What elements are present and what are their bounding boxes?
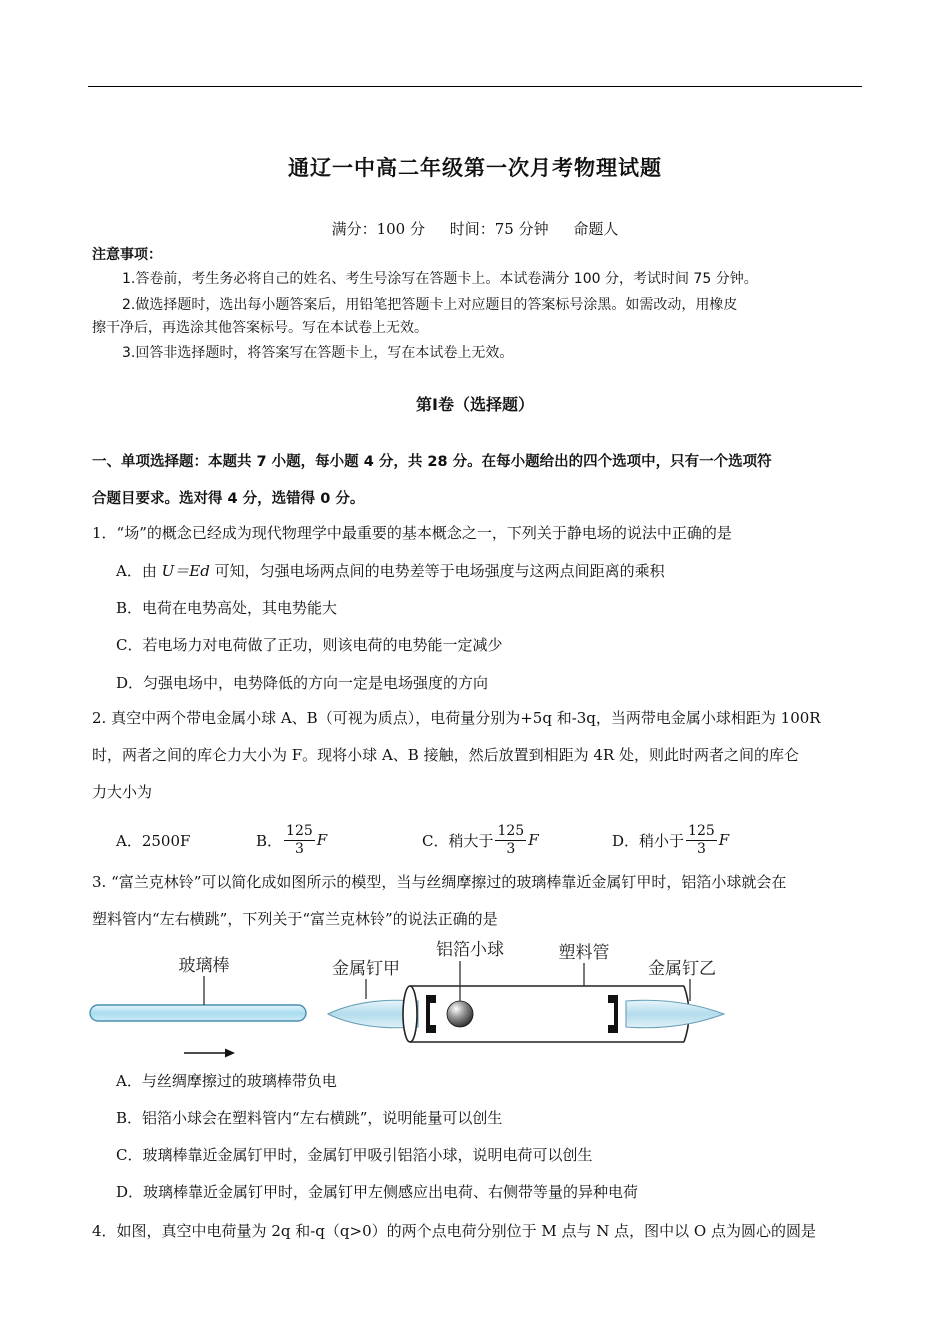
q2-option-c	[422, 820, 539, 860]
bell-cap-right	[608, 995, 618, 1033]
note-item-2-line1: 2.做选择题时，选出每小题答案后，用铅笔把答题卡上对应题目的答案标号涂黑。如需改动，用橡皮	[122, 297, 738, 313]
part-one-line1: 一、单项选择题：本题共 7 小题，每小题 4 分，共 28 分。在每小题给出的四个选项中，只有一个选项符	[92, 454, 772, 470]
exam-meta	[0, 218, 950, 239]
glass-rod-label: 玻璃棒	[178, 956, 230, 976]
q2-b-var: F	[316, 831, 328, 849]
exam-author: 命题人	[573, 220, 619, 238]
exam-time: 时间：75 分钟	[449, 220, 549, 238]
franklin-bell-figure	[88, 935, 728, 1065]
q2-c-denominator: 3	[506, 840, 516, 857]
q1-a-rest: 可知，匀强电场两点间的电势差等于电场强度与这两点间距离的乘积	[209, 562, 665, 580]
foil-ball	[447, 961, 473, 1027]
section-title: 第Ⅰ卷（选择题）	[416, 395, 534, 414]
header-rule	[88, 86, 862, 87]
q2-line1: 2. 真空中两个带电金属小球 A、B（可视为质点），电荷量分别为+5q 和-3q，当两带电金属小球相距为 100R	[92, 709, 821, 727]
q3-option-a: A．与丝绸摩擦过的玻璃棒带负电	[116, 1072, 337, 1090]
q1-option-b: B．电荷在电势高处，其电势能大	[116, 599, 338, 617]
note-item-2-line2: 擦干净后，再选涂其他答案标号。写在本试卷上无效。	[92, 320, 428, 336]
bell-cap-left	[426, 995, 436, 1033]
q3-option-b: B．铝箔小球会在塑料管内“左右横跳”，说明能量可以创生	[116, 1109, 503, 1127]
q2-options	[116, 820, 856, 860]
part-one-line2: 合题目要求。选对得 4 分，选错得 0 分。	[92, 491, 365, 507]
q2-option-a: A．2500F	[116, 831, 191, 850]
q2-line2: 时，两者之间的库仑力大小为 F。现将小球 A、B 接触，然后放置到相距为 4R 处，则此时两者之间的库仑	[92, 746, 799, 764]
nail-yi-label: 金属钉乙	[648, 959, 716, 979]
q2-d-prefix: D．稍小于	[612, 831, 685, 850]
q1-a-prefix: A．由	[116, 562, 162, 580]
q3-line1: 3. “富兰克林铃”可以简化成如图所示的模型，当与丝绸摩擦过的玻璃棒靠近金属钉甲时，铝箔小球就会在	[92, 873, 787, 891]
q2-b-denominator: 3	[294, 840, 304, 857]
arrow-right-icon	[184, 1049, 235, 1058]
plastic-tube-label: 塑料管	[558, 943, 610, 963]
q2-option-b	[256, 820, 327, 860]
q3-option-c: C．玻璃棒靠近金属钉甲时，金属钉甲吸引铝箔小球，说明电荷可以创生	[116, 1146, 593, 1164]
nail-jia-label: 金属钉甲	[332, 959, 400, 979]
q2-line3: 力大小为	[92, 783, 153, 801]
note-item-3: 3.回答非选择题时，将答案写在答题卡上，写在本试卷上无效。	[122, 345, 514, 361]
q2-c-numerator: 125	[497, 822, 525, 839]
q3-stem	[92, 864, 864, 938]
glass-rod	[90, 976, 306, 1021]
q2-b-numerator: 125	[286, 822, 313, 839]
q2-b-fraction	[284, 823, 315, 858]
full-score: 满分：100 分	[331, 220, 425, 238]
notes-heading: 注意事项：	[92, 247, 162, 263]
q1-option-a	[116, 559, 665, 583]
q2-d-fraction	[686, 823, 717, 858]
foil-ball-label: 铝箔小球	[436, 940, 504, 960]
q2-c-var: F	[528, 831, 539, 849]
q2-stem	[92, 700, 864, 811]
q4-line1: 4．如图，真空中电荷量为 2q 和-q（q>0）的两个点电荷分别位于 M 点与 N 点，图中以 O 点为圆心的圆是	[92, 1222, 817, 1240]
q3-option-d: D．玻璃棒靠近金属钉甲时，金属钉甲左侧感应出电荷、右侧带等量的异种电荷	[116, 1183, 639, 1201]
q2-c-fraction	[495, 823, 526, 858]
q1-stem: 1．“场”的概念已经成为现代物理学中最重要的基本概念之一，下列关于静电场的说法中正确的是	[92, 524, 732, 542]
note-item-1: 1.答卷前，考生务必将自己的姓名、考生号涂写在答题卡上。本试卷满分 100 分，考试时间 75 分钟。	[122, 271, 758, 287]
q1-option-d: D．匀强电场中，电势降低的方向一定是电场强度的方向	[116, 674, 489, 692]
part-one-heading	[92, 444, 862, 518]
q2-option-d	[612, 820, 729, 860]
q1-option-c: C．若电场力对电荷做了正功，则该电荷的电势能一定减少	[116, 636, 503, 654]
q2-d-denominator: 3	[696, 840, 706, 857]
q2-d-var: F	[718, 831, 730, 849]
q1-a-formula: U＝Ed	[161, 562, 210, 580]
q2-d-numerator: 125	[688, 822, 715, 839]
q2-c-prefix: C．稍大于	[422, 831, 494, 850]
q3-line2: 塑料管内“左右横跳”，下列关于“富兰克林铃”的说法正确的是	[92, 910, 498, 928]
exam-title: 通辽一中高二年级第一次月考物理试题	[288, 156, 662, 180]
q2-b-prefix: B．	[256, 831, 283, 850]
